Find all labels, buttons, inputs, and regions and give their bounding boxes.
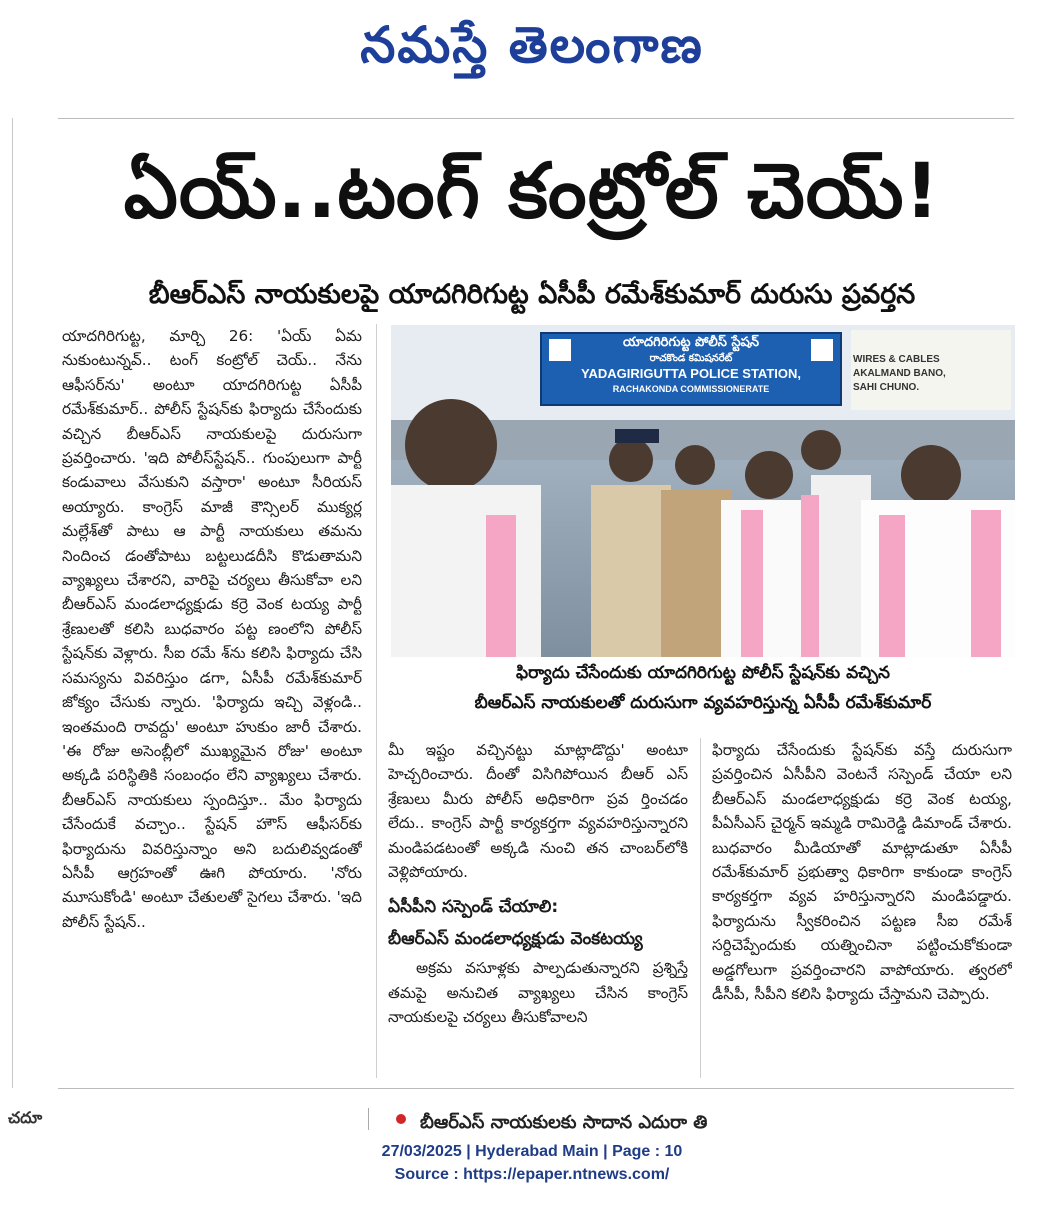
footer-edition-info: 27/03/2025 | Hyderabad Main | Page : 10	[381, 1143, 683, 1160]
column-2-subheading-1: ఏసీపీని సస్పెండ్ చేయాలి:	[388, 897, 559, 918]
shop-sign-line-3: SAHI CHUNO.	[853, 382, 920, 393]
news-photo	[391, 325, 1015, 657]
signboard-english: YADAGIRIGUTTA POLICE STATION,	[580, 366, 802, 381]
adjacent-article-edge	[0, 118, 13, 1088]
article-subheadline: బీఆర్ఎస్ నాయకులపై యాదగిరిగుట్ట ఏసీపీ రమేశ్‌కుమార్ దురుసు ప్రవర్తన	[148, 279, 916, 310]
bullet-dot-icon	[396, 1114, 406, 1124]
strip-divider	[368, 1108, 369, 1130]
next-article-strip	[0, 1108, 1064, 1130]
article-column-1	[62, 324, 362, 1074]
signboard-english-sub: RACHAKONDA COMMISSIONERATE	[612, 384, 770, 394]
signboard-telugu-sub: రాచకొండ కమిషనరేట్	[649, 353, 733, 364]
shop-sign-line-1: WIRES & CABLES	[853, 354, 940, 365]
article-column-2	[388, 738, 688, 1078]
next-article-left-fragment: చదూ	[8, 1108, 43, 1127]
signboard-telugu: యాదగిరిగుట్ట పోలీస్ స్టేషన్	[623, 335, 759, 350]
article-headline: ఏయ్..టంగ్ కంట్రోల్ చెయ్!	[123, 146, 941, 235]
column-2-paragraph-2: అక్రమ వసూళ్లకు పాల్పడుతున్నారని ప్రశ్నిస్తే తమపై అనుచిత వ్యాఖ్యలు చేసిన కాంగ్రెస్ నాయకులపై చర్యలు తీసుకోవాలని	[388, 959, 688, 1027]
photo-caption	[391, 658, 1015, 722]
footer-source-link[interactable]: Source : https://epaper.ntnews.com/	[394, 1166, 670, 1183]
article-column-3	[712, 738, 1012, 1078]
caption-line-1: ఫిర్యాదు చేసేందుకు యాదగిరిగుట్ట పోలీస్ స్టేషన్‌కు వచ్చిన	[516, 663, 890, 683]
page-footer	[0, 1140, 1064, 1186]
bottom-divider	[58, 1088, 1014, 1089]
column-1-text: యాదగిరిగుట్ట, మార్చి 26: 'ఏయ్ ఏమ నుకుంటున్నవ్.. టంగ్ కంట్రోల్ చెయ్.. నేను ఆఫీసర్‌ను' అంటూ యాదగిరిగుట్ట ఏసీపీ రమేశ్‌కుమార్.. పోలీస్ స్టేషన్‌కు ఫిర్యాదు చేసేందుకు వచ్చిన బీఆర్ఎస్ నాయకులపై దురుసుగా ప్రవర్తించారు. 'ఇది పోలీస్‌స్టేషన్.. గుంపులుగా పార్టీ కండువాలు వేసుకుని వస్తారా' అంటూ సీరియస్ అయ్యారు. కాంగ్రెస్ మాజీ కౌన్సిలర్ ముక్యర్ల మల్లేశ్‌తో పాటు ఆ పార్టీ నాయకులు తమను నిందించ డంతోపాటు బట్టలుడదీసి కొడుతామని వ్యాఖ్యలు చేశారని, వారిపై చర్యలు తీసుకోవా లని బీఆర్ఎస్ మండలాధ్యక్షుడు కర్రె వెంక టయ్య పార్టీ శ్రేణులతో కలిసి బుధవారం పట్ట ణంలోని పోలీస్ స్టేషన్‌కు వెళ్లారు. సీఐ రమే శ్‌ను కలిసి ఫిర్యాదు చేసి సమస్యను వివరిస్తుం డగా, ఏసీపీ రమేశ్‌కుమార్ జోక్యం చేసుకు న్నారు. 'ఫిర్యాదు ఇచ్చి వెళ్లండి.. ఇంతమంది రావద్దు' అంటూ హుకుం జారీ చేశారు. 'ఈ రోజు అసెంబ్లీలో ముఖ్యమైన రోజు' అంటూ అక్కడి పరిస్థితికి సంబంధం లేని వ్యాఖ్యలు చేశారు. బీఆర్ఎస్ నాయకులు స్పందిస్తూ.. మేం ఫిర్యాదు చేసేందుకే వచ్చాం.. స్టేషన్ హౌస్ ఆఫీసర్‌కు ఫిర్యాదును వివరిస్తున్నాం అని బదులివ్వడంతో ఏసీపీ ఆగ్రహంతో ఊగి పోయారు. 'నోరు మూసుకోండి' అంటూ చేతులతో సైగలు చేశారు. 'ఇది పోలీస్ స్టేషన్..	[62, 327, 362, 931]
caption-line-2: బీఆర్ఎస్ నాయకులతో దురుసుగా వ్యవహరిస్తున్న ఏసీపీ రమేశ్‌కుమార్	[474, 693, 932, 713]
column-divider	[700, 738, 701, 1078]
top-divider	[58, 118, 1014, 119]
next-article-headline-fragment: బీఆర్ఎస్ నాయకులకు సాదాన ఎదురా తి	[420, 1112, 708, 1130]
column-2-subheading-2: బీఆర్ఎస్ మండలాధ్యక్షుడు వెంకటయ్య	[388, 929, 643, 950]
column-2-paragraph-1: మీ ఇష్టం వచ్చినట్టు మాట్లాడొద్దు' అంటూ హెచ్చరించారు. దీంతో విసిగిపోయిన బీఆర్ ఎస్ శ్రేణులు మీరు పోలీస్ అధికారిగా ప్రవ ర్తించడం లేదు.. కాంగ్రెస్ పార్టీ కార్యకర్తగా వ్యవహరిస్తున్నారని మండిపడటంతో అక్కడి నుంచి తన చాంబర్‌లోకి వెళ్లిపోయారు.	[388, 741, 688, 882]
column-3-text: ఫిర్యాదు చేసేందుకు స్టేషన్‌కు వస్తే దురుసుగా ప్రవర్తించిన ఏసీపీని వెంటనే సస్పెండ్ చేయా లని బీఆర్ఎస్ మండలాధ్యక్షుడు కర్రె వెంక టయ్య, పీఏసీఎస్ చైర్మన్ ఇమ్మడి రామిరెడ్డి డిమాండ్ చేశారు. బుధవారం మీడియాతో మాట్లాడుతూ ఏసీపీ రమేశ్‌కుమార్ ప్రభుత్వా ధికారిగా కాకుండా కాంగ్రెస్ కార్యకర్తగా వ్యవ హరిస్తున్నారని మండిపడ్డారు. ఫిర్యాదును స్వీకరించిన పట్టణ సీఐ రమేశ్ సర్దిచెప్పేందుకు యత్నించినా పట్టించుకోకుండా అడ్డగోలుగా ప్రవర్తించారని వాపోయారు. త్వరలో డీసీపీ, సీపీని కలిసి ఫిర్యాదు చేస్తామని చెప్పారు.	[712, 741, 1012, 1004]
column-divider	[376, 324, 377, 1078]
masthead-logo: నమస్తే తెలంగాణ	[360, 15, 704, 74]
shop-sign-line-2: AKALMAND BANO,	[853, 368, 946, 379]
